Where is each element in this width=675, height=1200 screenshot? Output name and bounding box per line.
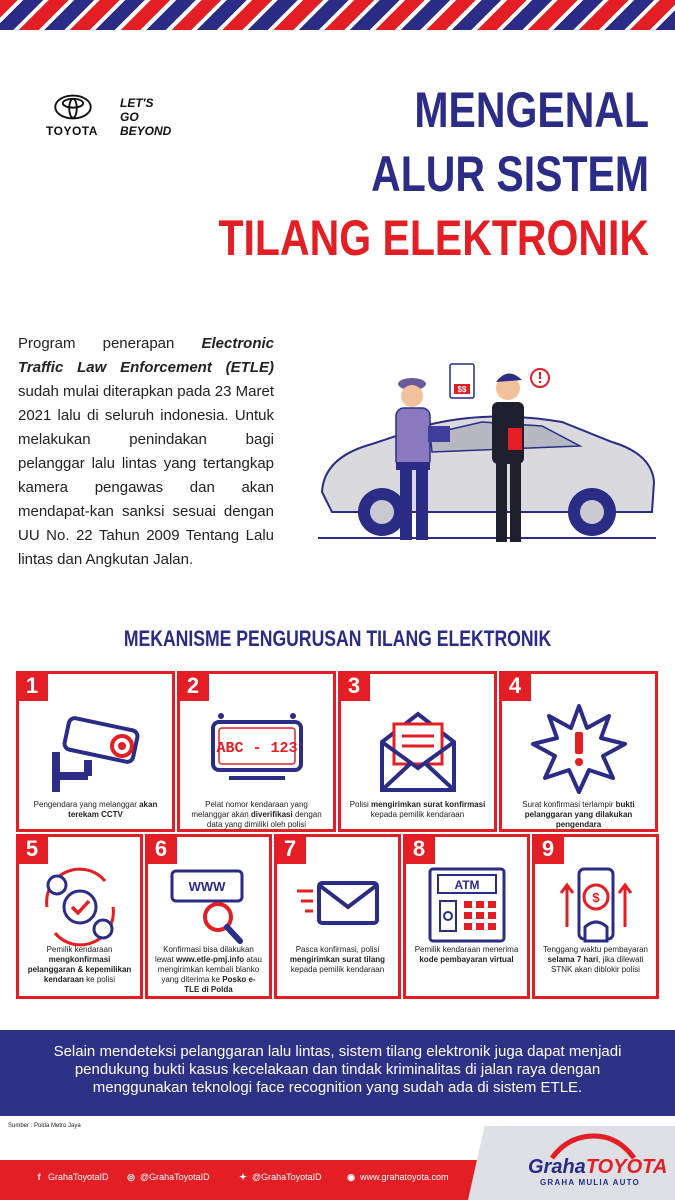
step-card-6	[145, 834, 272, 999]
step-text-bold: diverifikasi	[250, 810, 293, 819]
step-number: 1	[16, 671, 48, 701]
tagline-line-2: GO	[120, 110, 139, 124]
step-card-2	[177, 671, 336, 832]
page-title	[124, 78, 649, 270]
step-text-pre: Pelat nomor kendaraan yang melanggar akan	[191, 800, 308, 819]
step-text-bold: www.etle-pmj.info	[175, 955, 245, 964]
cctv-camera-icon	[46, 704, 146, 794]
top-stripe	[0, 0, 675, 30]
step-text-post: kepada pemilik kendaraan	[290, 965, 385, 974]
step-text-post: atau mengirimkan kembali blanko yang diterima ke	[157, 955, 262, 984]
intro-paragraph	[18, 332, 274, 572]
title-line-1: MENGENAL	[414, 82, 649, 138]
step-text-bold: bukti pelanggaran yang dilakukan pengendara	[524, 800, 635, 829]
user-confirm-icon	[35, 867, 125, 947]
mechanism-heading: MEKANISME PENGURUSAN TILANG ELEKTRONIK	[123, 626, 552, 651]
www-text: WWW	[188, 879, 225, 894]
intro-body: sudah mulai diterapkan pada 23 Maret 2021 lalu di seluruh indonesia. Untuk melakukan penindakan bagi pelanggar lalu lintas yang tertangkap kamera pengawas dan akan mendapat-kan sanksi sesuai dengan UU No. 22 Tahun 2009 Tentang Lalu lintas dan Angkutan Jalan.	[18, 383, 274, 568]
steps-row-1	[16, 671, 659, 832]
fast-mail-icon	[293, 867, 383, 947]
step-text-pre: Konfirmasi bisa dilakukan lewat	[155, 945, 254, 964]
brand-subtitle: GRAHA MULIA AUTO	[540, 1178, 640, 1187]
footer-info-box: Selain mendeteksi pelanggaran lalu lintas, sistem tilang elektronik juga dapat menjadi pendukung bukti kasus kecelakaan dan tindak kriminalitas di jalan raya dengan menggunakan teknologi face recognition yang sudah ada di sistem ETLE.	[0, 1030, 675, 1116]
step-number: 6	[145, 834, 177, 864]
facebook-icon: f	[37, 1172, 41, 1182]
step-text-pre: Pemilik kendaraan menerima	[414, 945, 519, 954]
step-text-bold-2: Posko e-TLE di Polda	[184, 975, 256, 994]
atm-machine-icon	[422, 867, 512, 947]
step-text-bold: selama 7 hari	[547, 955, 599, 964]
step-text-bold: mengirimkan surat konfirmasi	[371, 800, 486, 809]
step-text-bold: mengkonfirmasi pelanggaran & kepemilikan kendaraan	[27, 955, 132, 984]
step-card-5	[16, 834, 143, 999]
step-text-pre: Tenggang waktu pembayaran	[543, 945, 648, 954]
social-instagram[interactable]	[126, 1172, 210, 1182]
atm-text: ATM	[453, 878, 480, 892]
step-card-7	[274, 834, 401, 999]
police-ticket-car-icon	[312, 362, 662, 552]
step-card-1	[16, 671, 175, 832]
tagline-line-1: LET'S	[120, 96, 154, 110]
step-text	[541, 945, 650, 975]
brand-graha: Graha	[528, 1156, 586, 1178]
step-text	[25, 800, 166, 820]
social-facebook[interactable]	[34, 1172, 109, 1182]
step-text-post: kepada pemilik kendaraan	[370, 810, 465, 819]
step-number: 8	[403, 834, 435, 864]
twitter-handle: @GrahaToyotaID	[252, 1172, 322, 1182]
step-number: 7	[274, 834, 306, 864]
instagram-icon: ◎	[127, 1171, 135, 1182]
step-number: 4	[499, 671, 531, 701]
step-number: 2	[177, 671, 209, 701]
step-text-pre: Polisi	[349, 800, 369, 809]
brand-toyota: TOYOTA	[585, 1156, 668, 1178]
brand-name	[528, 1156, 668, 1178]
step-text-pre: Pasca konfirmasi, polisi	[295, 945, 380, 954]
step-text-pre: Surat konfirmasi terlampir	[522, 800, 614, 809]
toyota-wordmark: TOYOTA	[46, 124, 98, 138]
warning-burst-icon	[529, 704, 629, 794]
social-website[interactable]	[346, 1172, 449, 1182]
sign-text: $$	[457, 385, 467, 394]
toyota-emblem-icon	[54, 94, 92, 120]
step-card-3	[338, 671, 497, 832]
license-plate-icon	[207, 704, 307, 794]
open-envelope-icon	[368, 704, 468, 794]
step-text-post: ke polisi	[86, 975, 116, 984]
graha-toyota-logo	[528, 1156, 668, 1187]
twitter-icon: ✦	[239, 1171, 247, 1182]
web-search-icon	[164, 867, 254, 947]
instagram-handle: @GrahaToyotaID	[140, 1172, 210, 1182]
step-card-9	[532, 834, 659, 999]
step-text-bold: kode pembayaran virtual	[419, 955, 514, 964]
source-note: Sumber : Polda Metro Jaya	[8, 1123, 81, 1129]
step-number: 5	[16, 834, 48, 864]
step-text-pre: Pengendara yang melanggar	[33, 800, 137, 809]
facebook-handle: GrahaToyotaID	[48, 1172, 109, 1182]
mobile-payment-icon	[551, 867, 641, 947]
step-text-bold: mengirimkan surat tilang	[289, 955, 386, 964]
step-number: 3	[338, 671, 370, 701]
step-text	[508, 800, 649, 830]
step-card-8	[403, 834, 530, 999]
step-text-bold: akan terekam CCTV	[68, 800, 158, 819]
title-line-3: TILANG ELEKTRONIK	[218, 210, 649, 266]
step-text-post: dengan data yang dimiliki oleh polisi	[206, 810, 322, 829]
step-text	[154, 945, 263, 995]
plate-text: ABC - 123	[215, 740, 298, 757]
step-text	[186, 800, 327, 830]
step-text	[283, 945, 392, 975]
globe-icon: ◉	[347, 1171, 355, 1182]
intro-emphasis: Electronic Traffic Law Enforcement (ETLE)	[18, 335, 274, 376]
step-number: 9	[532, 834, 564, 864]
tagline-line-3: BEYOND	[120, 124, 172, 138]
step-text-post: , jika dilewati STNK akan diblokir polisi	[551, 955, 644, 974]
step-text-pre: Pemilik kendaraan	[46, 945, 113, 954]
svg-text:$: $	[591, 890, 600, 905]
step-text	[25, 945, 134, 985]
step-text	[347, 800, 488, 820]
steps-row-2	[16, 834, 659, 999]
social-twitter[interactable]	[238, 1172, 322, 1182]
step-card-4	[499, 671, 658, 832]
intro-lead: Program penerapan	[18, 335, 175, 352]
step-text	[412, 945, 521, 965]
website-url: www.grahatoyota.com	[360, 1172, 449, 1182]
title-line-2: ALUR SISTEM	[371, 146, 649, 202]
